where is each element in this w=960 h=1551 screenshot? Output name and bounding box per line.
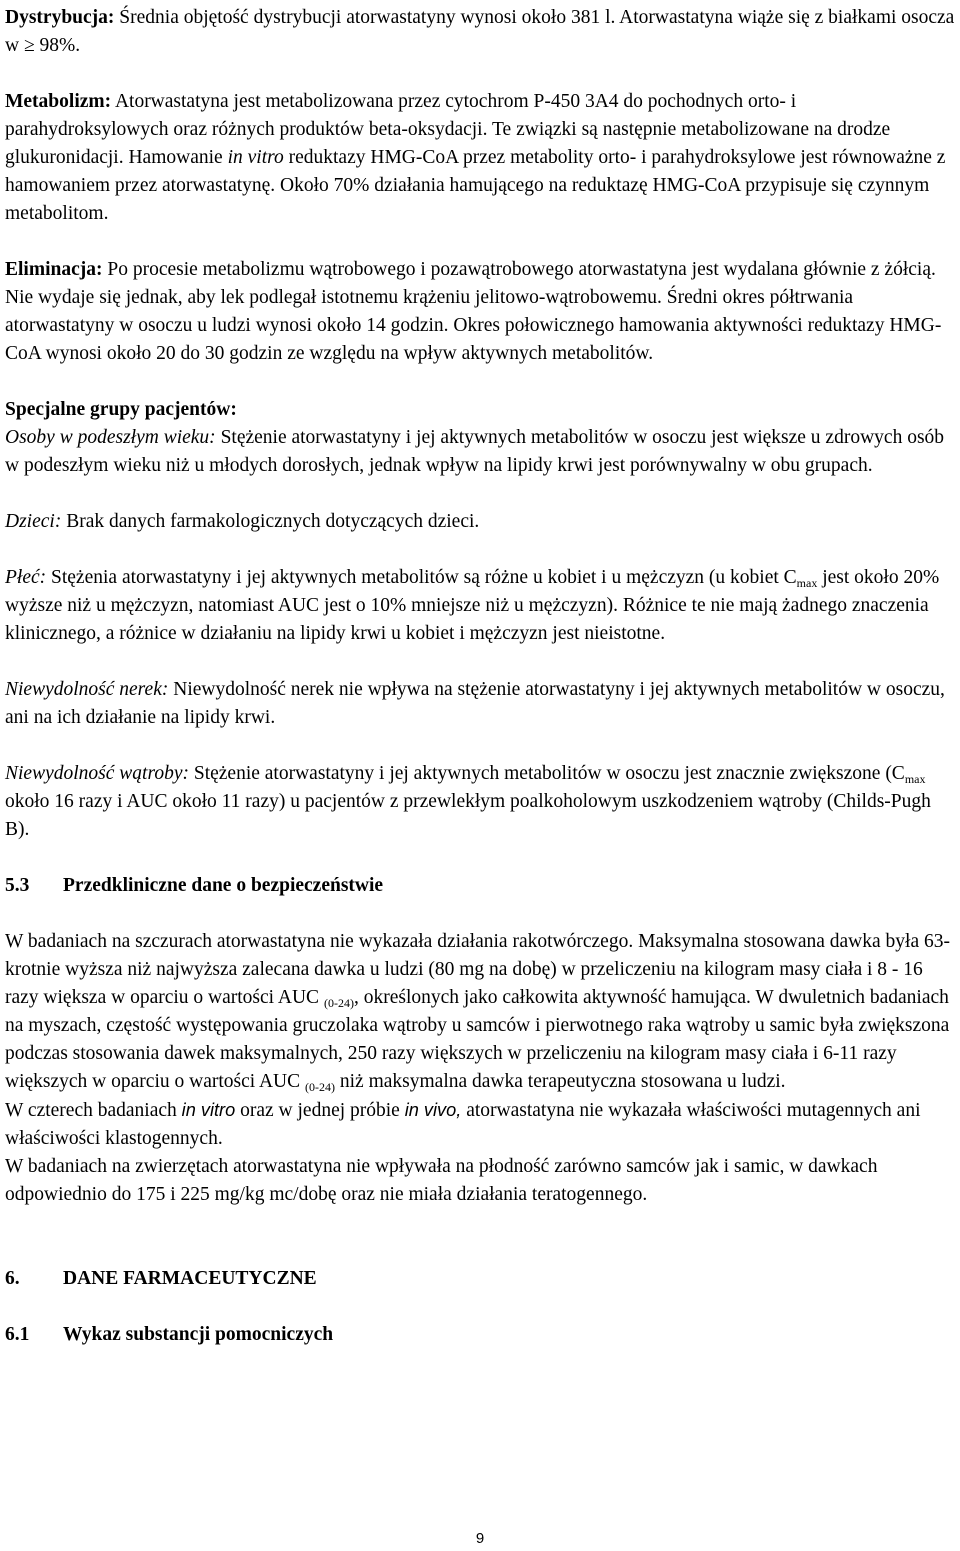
section-6-1-title: Wykaz substancji pomocniczych — [63, 1324, 334, 1345]
distribution-label: Dystrybucja: — [5, 7, 115, 28]
preclinical-paragraph-1 — [5, 928, 955, 1096]
gender-text: Stężenia atorwastatyny i jej aktywnych metabolitów są różne u kobiet i u mężczyzn (u kobiet C — [46, 567, 797, 588]
mutagen-italic-1: in vitro — [181, 1100, 236, 1120]
section-6-number: 6. — [5, 1268, 20, 1289]
section-6-heading — [5, 1265, 955, 1293]
mutagen-text-2: oraz w jednej próbie — [235, 1100, 405, 1121]
auc-subscript-1: (0-24) — [323, 996, 354, 1010]
auc-subscript-2: (0-24) — [305, 1080, 336, 1094]
metabolism-text: Atorwastatyna jest metabolizowana przez cytochrom P-450 3A4 do pochodnych orto- i parahydroksylowych oraz różnych produktów beta-oksydacji. Te związki są następnie metabolizowane na drodze glukuronidacji. Hamowanie — [5, 91, 891, 168]
gender-paragraph — [5, 564, 955, 648]
hepatic-text-cont: około 16 razy i AUC około 11 razy) u pacjentów z przewlekłym poalkoholowym uszkodzeniem wątroby (Childs-Pugh B). — [5, 791, 931, 840]
gender-text-cont: jest około 20% wyższe niż u mężczyzn, natomiast AUC jest o 10% mniejsze niż u mężczyzn). Różnice te nie mają żadnego znaczenia klinicznego, a różnice w działaniu na lipidy krwi u kobiet i mężczyzn jest nieistotne. — [5, 567, 940, 644]
distribution-paragraph — [5, 4, 955, 60]
preclinical-text-3: niż maksymalna dawka terapeutyczna stosowana u ludzi. — [335, 1071, 786, 1092]
preclinical-text-2: , określonych jako całkowita aktywność hamująca. W dwuletnich badaniach na myszach, częstość występowania gruczolaka wątroby u samców i pierwotnego raka wątroby u samic była zwiększona podczas stosowania dawek maksymalnych, 250 razy większych w przeliczeniu na kilogram masy ciała i 6-11 razy większych w oparciu o wartości AUC — [5, 987, 950, 1092]
metabolism-label: Metabolizm: — [5, 91, 112, 112]
mutagen-text-3: atorwastatyna nie wykazała właściwości mutagennych ani właściwości klastogennych. — [5, 1100, 921, 1149]
metabolism-paragraph — [5, 88, 955, 228]
section-6-1-heading — [5, 1321, 955, 1349]
children-text: Brak danych farmakologicznych dotyczących dzieci. — [61, 511, 480, 532]
renal-text: Niewydolność nerek nie wpływa na stężenie atorwastatyny i jej aktywnych metabolitów w osoczu, ani na ich działanie na lipidy krwi. — [5, 679, 945, 728]
mutagen-italic-2: in vivo, — [404, 1100, 462, 1120]
renal-label: Niewydolność nerek: — [5, 679, 169, 700]
elderly-label: Osoby w podeszłym wieku: — [5, 427, 216, 448]
elimination-text: Po procesie metabolizmu wątrobowego i pozawątrobowego atorwastatyna jest wydalana głównie z żółcią. Nie wydaje się jednak, aby lek podlegał istotnemu krążeniu jelitowo-wątrobowemu. Średni okres półtrwania atorwastatyny w osoczu u ludzi wynosi około 14 godzin. Okres połowicznego hamowania aktywności reduktazy HMG-CoA wynosi około 20 do 30 godzin ze względu na wpływ aktywnych metabolitów. — [5, 259, 942, 364]
section-6-title: DANE FARMACEUTYCZNE — [63, 1268, 317, 1289]
section-5-3-heading — [5, 872, 955, 900]
section-6-1-number: 6.1 — [5, 1324, 30, 1345]
gender-label: Płeć: — [5, 567, 47, 588]
distribution-text: Średnia objętość dystrybucji atorwastatyny wynosi około 381 l. Atorwastatyna wiąże się z białkami osocza w ≥ 98%. — [5, 7, 955, 56]
hepatic-subscript: max — [904, 772, 926, 786]
elderly-text: Stężenie atorwastatyny i jej aktywnych metabolitów w osoczu jest większe u zdrowych osób w podeszłym wieku niż u młodych dorosłych, jednak wpływ na lipidy krwi jest porównywalny w obu grupach. — [5, 427, 945, 476]
special-groups-heading: Specjalne grupy pacjentów: — [5, 399, 237, 420]
metabolism-italic: in vitro — [227, 147, 284, 168]
elderly-paragraph — [5, 424, 955, 480]
renal-paragraph — [5, 676, 955, 732]
preclinical-paragraph-3: W badaniach na zwierzętach atorwastatyna nie wpływała na płodność zarówno samców jak i samic, w dawkach odpowiednio do 175 i 225 mg/kg mc/dobę oraz nie miała działania teratogennego. — [5, 1156, 878, 1205]
section-5-3-number: 5.3 — [5, 875, 30, 896]
elimination-paragraph — [5, 256, 955, 368]
page-number: 9 — [475, 1530, 485, 1547]
hepatic-text: Stężenie atorwastatyny i jej aktywnych metabolitów w osoczu jest znacznie zwiększone (C — [188, 763, 905, 784]
children-paragraph — [5, 508, 955, 536]
preclinical-paragraph-2 — [5, 1096, 955, 1153]
children-label: Dzieci: — [5, 511, 62, 532]
hepatic-paragraph — [5, 760, 955, 844]
hepatic-label: Niewydolność wątroby: — [5, 763, 189, 784]
preclinical-text-1: W badaniach na szczurach atorwastatyna nie wykazała działania rakotwórczego. Maksymalna stosowana dawka była 63-krotnie wyższa niż najwyższa zalecana dawka u ludzi (80 mg na dobę) w przeliczeniu na kilogram masy ciała i 8 - 16 razy większa w oparciu o wartości AUC — [5, 931, 950, 1008]
metabolism-text-cont: reduktazy HMG-CoA przez metabolity orto- i parahydroksylowe jest równoważne z hamowaniem przez atorwastatynę. Około 70% działania hamującego na reduktazę HMG-CoA przypisuje się czynnym metabolitom. — [5, 147, 946, 224]
section-5-3-title: Przedkliniczne dane o bezpieczeństwie — [63, 875, 384, 896]
gender-subscript: max — [796, 576, 818, 590]
document-page — [5, 4, 955, 1349]
elimination-label: Eliminacja: — [5, 259, 103, 280]
mutagen-text-1: W czterech badaniach — [5, 1100, 182, 1121]
